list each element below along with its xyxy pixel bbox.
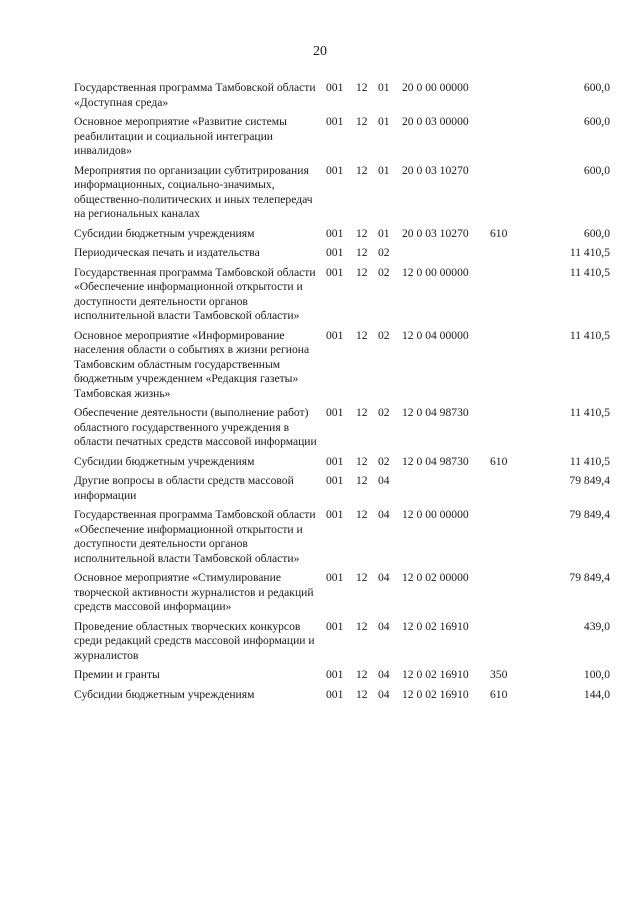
row-name: Периодическая печать и издательства xyxy=(74,246,260,259)
table-row xyxy=(74,688,614,708)
row-expense-type-code: 610 xyxy=(490,226,508,240)
table-row xyxy=(74,455,614,475)
row-expense-type-code: 350 xyxy=(490,668,508,681)
row-ved-code: 001 xyxy=(326,406,344,419)
row-ved-code: 001 xyxy=(326,115,344,128)
row-amount: 600,0 xyxy=(583,163,610,177)
row-amount: 11 410,5 xyxy=(569,406,610,419)
row-subsection-code: 01 xyxy=(378,226,390,240)
row-amount: 79 849,4 xyxy=(569,474,610,487)
row-name: Другие вопросы в области средств массовой информации xyxy=(74,474,294,502)
row-target-article-code: 12 0 04 00000 xyxy=(402,328,469,342)
row-ved-code: 001 xyxy=(326,571,344,584)
table-row xyxy=(74,81,614,115)
row-subsection-code: 04 xyxy=(378,571,390,584)
row-expense-type-code xyxy=(490,474,522,508)
row-target-article-code: 12 0 02 16910 xyxy=(402,668,469,681)
row-section-code: 12 xyxy=(356,508,368,521)
row-target-article-code: 12 0 00 00000 xyxy=(402,508,469,521)
table-row xyxy=(74,115,614,164)
row-name: Государственная программа Тамбовской области «Обеспечение информационной открытости и доступности деятельности органов исполнительной власти Тамбовской области» xyxy=(74,508,316,565)
row-subsection-code: 04 xyxy=(378,668,390,681)
row-subsection-code: 04 xyxy=(378,619,390,633)
row-section-code: 12 xyxy=(356,406,368,419)
row-ved-code: 001 xyxy=(326,328,344,342)
row-name: Проведение областных творческих конкурсов среди редакций средств массовой информации и журналистов xyxy=(74,619,315,662)
row-name: Основное мероприятие «Стимулирование творческой активности журналистов и редакций средств массовой информации» xyxy=(74,571,314,613)
row-ved-code: 001 xyxy=(326,246,344,259)
row-target-article-code: 20 0 00 00000 xyxy=(402,81,469,94)
row-name: Субсидии бюджетным учреждениям xyxy=(74,226,255,240)
row-target-article-code: 12 0 02 00000 xyxy=(402,571,469,584)
row-subsection-code: 02 xyxy=(378,328,390,342)
table-row xyxy=(74,571,614,620)
row-expense-type-code xyxy=(490,508,522,571)
table-row xyxy=(74,668,614,688)
row-amount: 439,0 xyxy=(583,619,610,633)
row-ved-code: 001 xyxy=(326,81,344,94)
row-expense-type-code xyxy=(490,81,522,115)
row-ved-code: 001 xyxy=(326,668,344,681)
row-section-code: 12 xyxy=(356,163,368,177)
row-subsection-code: 01 xyxy=(378,81,390,94)
row-expense-type-code xyxy=(490,115,522,164)
row-section-code: 12 xyxy=(356,454,368,468)
table-row xyxy=(74,508,614,571)
row-amount: 11 410,5 xyxy=(569,454,610,468)
row-section-code: 12 xyxy=(356,687,368,701)
row-ved-code: 001 xyxy=(326,265,344,279)
row-subsection-code: 02 xyxy=(378,454,390,468)
row-target-article-code: 12 0 04 98730 xyxy=(402,406,469,419)
row-amount: 600,0 xyxy=(583,115,610,128)
row-section-code: 12 xyxy=(356,115,368,128)
row-subsection-code: 02 xyxy=(378,406,390,419)
row-target-article-code: 12 0 02 16910 xyxy=(402,687,469,701)
row-section-code: 12 xyxy=(356,668,368,681)
row-amount: 100,0 xyxy=(583,668,610,681)
row-subsection-code: 02 xyxy=(378,265,390,279)
row-section-code: 12 xyxy=(356,265,368,279)
row-amount: 11 410,5 xyxy=(569,265,610,279)
budget-table xyxy=(74,81,614,707)
row-expense-type-code xyxy=(490,164,522,227)
budget-table-body xyxy=(74,81,614,707)
row-name: Основное мероприятие «Развитие системы реабилитации и социальной интеграции инвалидов» xyxy=(74,115,287,157)
row-target-article-code: 12 0 00 00000 xyxy=(402,265,469,279)
row-amount: 79 849,4 xyxy=(569,571,610,584)
row-name: Основное мероприятие «Информирование населения области о событиях в жизни региона Тамбовским областным государственным бюджетным учреждением «Редакция газеты» Тамбовская жизнь» xyxy=(74,328,310,400)
row-name: Мероприятия по организации субтитрирования информационных, социально-значимых, общественно-политических и иных телепередач на региональных каналах xyxy=(74,163,313,220)
row-amount: 600,0 xyxy=(583,81,610,94)
row-subsection-code: 01 xyxy=(378,115,390,128)
table-row xyxy=(74,406,614,455)
row-ved-code: 001 xyxy=(326,163,344,177)
row-amount: 11 410,5 xyxy=(569,246,610,259)
row-amount: 11 410,5 xyxy=(569,328,610,342)
row-expense-type-code xyxy=(490,246,522,266)
table-row xyxy=(74,474,614,508)
row-expense-type-code xyxy=(490,329,522,407)
row-amount: 144,0 xyxy=(583,687,610,701)
row-name: Субсидии бюджетным учреждениям xyxy=(74,687,255,701)
table-row xyxy=(74,329,614,407)
row-name: Субсидии бюджетным учреждениям xyxy=(74,454,255,468)
row-target-article-code: 20 0 03 00000 xyxy=(402,115,469,128)
row-target-article-code: 20 0 03 10270 xyxy=(402,163,469,177)
row-section-code: 12 xyxy=(356,619,368,633)
row-subsection-code: 02 xyxy=(378,246,390,259)
row-ved-code: 001 xyxy=(326,474,344,487)
row-section-code: 12 xyxy=(356,328,368,342)
row-target-article-code: 12 0 04 98730 xyxy=(402,454,469,468)
row-expense-type-code xyxy=(490,620,522,669)
row-amount: 600,0 xyxy=(583,226,610,240)
table-row xyxy=(74,266,614,329)
row-name: Обеспечение деятельности (выполнение работ) областного государственного учреждения в области печатных средств массовой информации xyxy=(74,406,317,448)
row-ved-code: 001 xyxy=(326,508,344,521)
row-section-code: 12 xyxy=(356,474,368,487)
table-row xyxy=(74,164,614,227)
table-row xyxy=(74,620,614,669)
row-subsection-code: 04 xyxy=(378,508,390,521)
row-ved-code: 001 xyxy=(326,226,344,240)
row-section-code: 12 xyxy=(356,226,368,240)
row-target-article-code: 12 0 02 16910 xyxy=(402,619,469,633)
row-section-code: 12 xyxy=(356,81,368,94)
row-name: Премии и гранты xyxy=(74,668,160,681)
row-expense-type-code: 610 xyxy=(490,687,508,701)
row-expense-type-code xyxy=(490,406,522,455)
row-target-article-code xyxy=(402,246,490,266)
row-subsection-code: 04 xyxy=(378,687,390,701)
row-expense-type-code xyxy=(490,571,522,620)
row-expense-type-code xyxy=(490,266,522,329)
row-target-article-code xyxy=(402,474,490,508)
row-name: Государственная программа Тамбовской области «Доступная среда» xyxy=(74,81,316,109)
row-section-code: 12 xyxy=(356,246,368,259)
row-amount: 79 849,4 xyxy=(569,508,610,521)
page-number: 20 xyxy=(313,44,327,59)
row-name: Государственная программа Тамбовской области «Обеспечение информационной открытости и доступности деятельности органов исполнительной власти Тамбовской области» xyxy=(74,265,316,322)
row-expense-type-code: 610 xyxy=(490,454,508,468)
table-row xyxy=(74,227,614,247)
row-target-article-code: 20 0 03 10270 xyxy=(402,226,469,240)
row-ved-code: 001 xyxy=(326,687,344,701)
row-subsection-code: 04 xyxy=(378,474,390,487)
row-section-code: 12 xyxy=(356,571,368,584)
table-row xyxy=(74,246,614,266)
row-subsection-code: 01 xyxy=(378,163,390,177)
row-ved-code: 001 xyxy=(326,454,344,468)
row-ved-code: 001 xyxy=(326,619,344,633)
